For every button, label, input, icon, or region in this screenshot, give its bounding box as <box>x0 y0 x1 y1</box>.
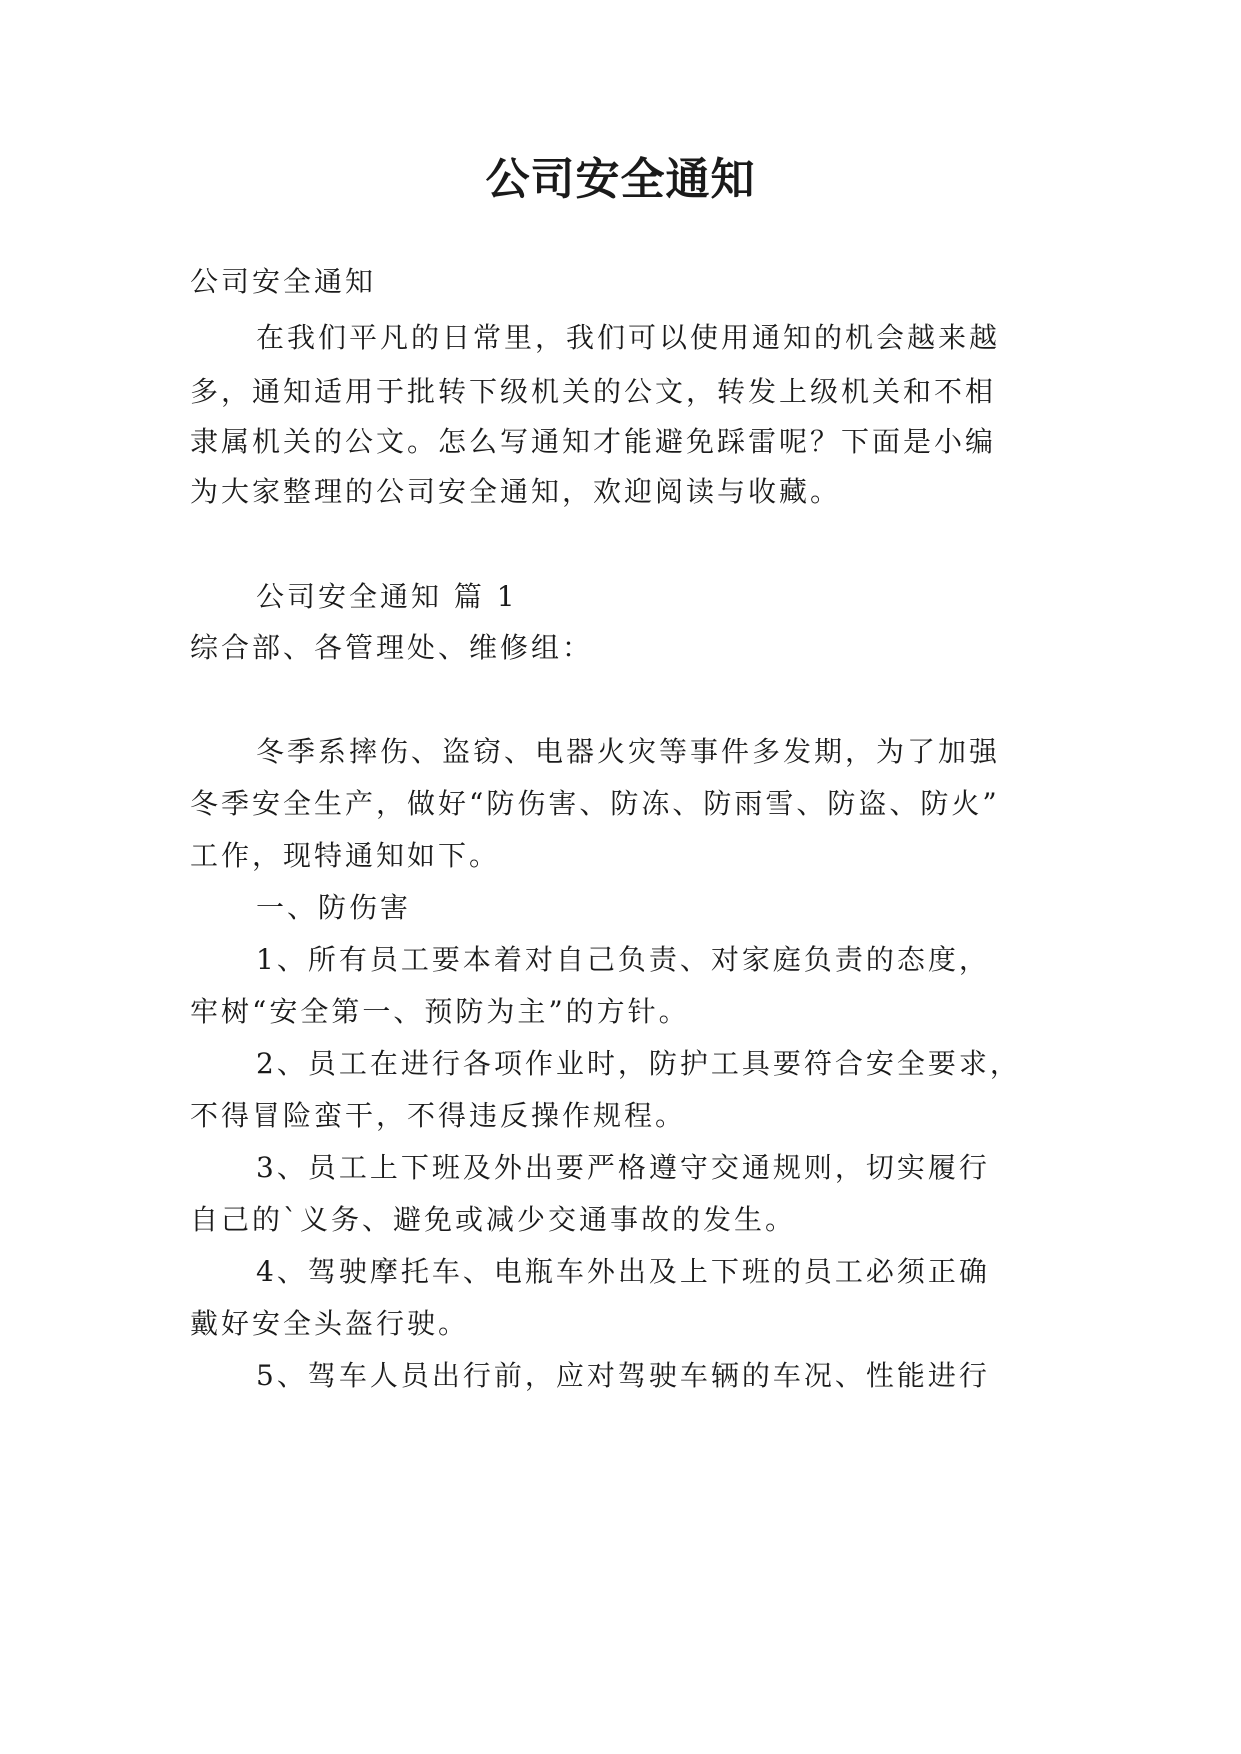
list-item-line: 不得冒险蛮干，不得违反操作规程。 <box>190 1099 687 1132</box>
intro-line: 隶属机关的公文。怎么写通知才能避免踩雷呢？下面是小编 <box>190 425 997 458</box>
list-item-line: 4、驾驶摩托车、电瓶车外出及上下班的员工必须正确 <box>256 1255 990 1288</box>
list-item-line: 1、所有员工要本着对自己负责、对家庭负责的态度， <box>256 943 990 976</box>
intro-line: 在我们平凡的日常里，我们可以使用通知的机会越来越 <box>256 321 1001 354</box>
list-item-line: 2、员工在进行各项作业时，防护工具要符合安全要求， <box>256 1047 1021 1080</box>
body-line: 冬季系摔伤、盗窃、电器火灾等事件多发期，为了加强 <box>256 735 1001 768</box>
doc-subtitle: 公司安全通知 <box>190 265 377 298</box>
section-heading: 公司安全通知 篇 1 <box>256 580 518 613</box>
list-item-line: 3、员工上下班及外出要严格遵守交通规则，切实履行 <box>256 1151 990 1184</box>
list-item-line: 5、驾车人员出行前，应对驾驶车辆的车况、性能进行 <box>256 1359 990 1392</box>
addressee-line: 综合部、各管理处、维修组： <box>190 631 594 664</box>
body-line: 冬季安全生产，做好“防伤害、防冻、防雨雪、防盗、防火” <box>190 787 1000 820</box>
subsection-heading: 一、防伤害 <box>256 891 412 924</box>
intro-line: 多，通知适用于批转下级机关的公文，转发上级机关和不相 <box>190 375 997 408</box>
intro-line: 为大家整理的公司安全通知，欢迎阅读与收藏。 <box>190 475 842 508</box>
list-item-line: 戴好安全头盔行驶。 <box>190 1307 470 1340</box>
body-line: 工作，现特通知如下。 <box>190 839 501 872</box>
list-item-line: 牢树“安全第一、预防为主”的方针。 <box>190 995 690 1028</box>
list-item-line: 自己的`义务、避免或减少交通事故的发生。 <box>190 1203 797 1236</box>
document-title: 公司安全通知 <box>485 154 756 205</box>
